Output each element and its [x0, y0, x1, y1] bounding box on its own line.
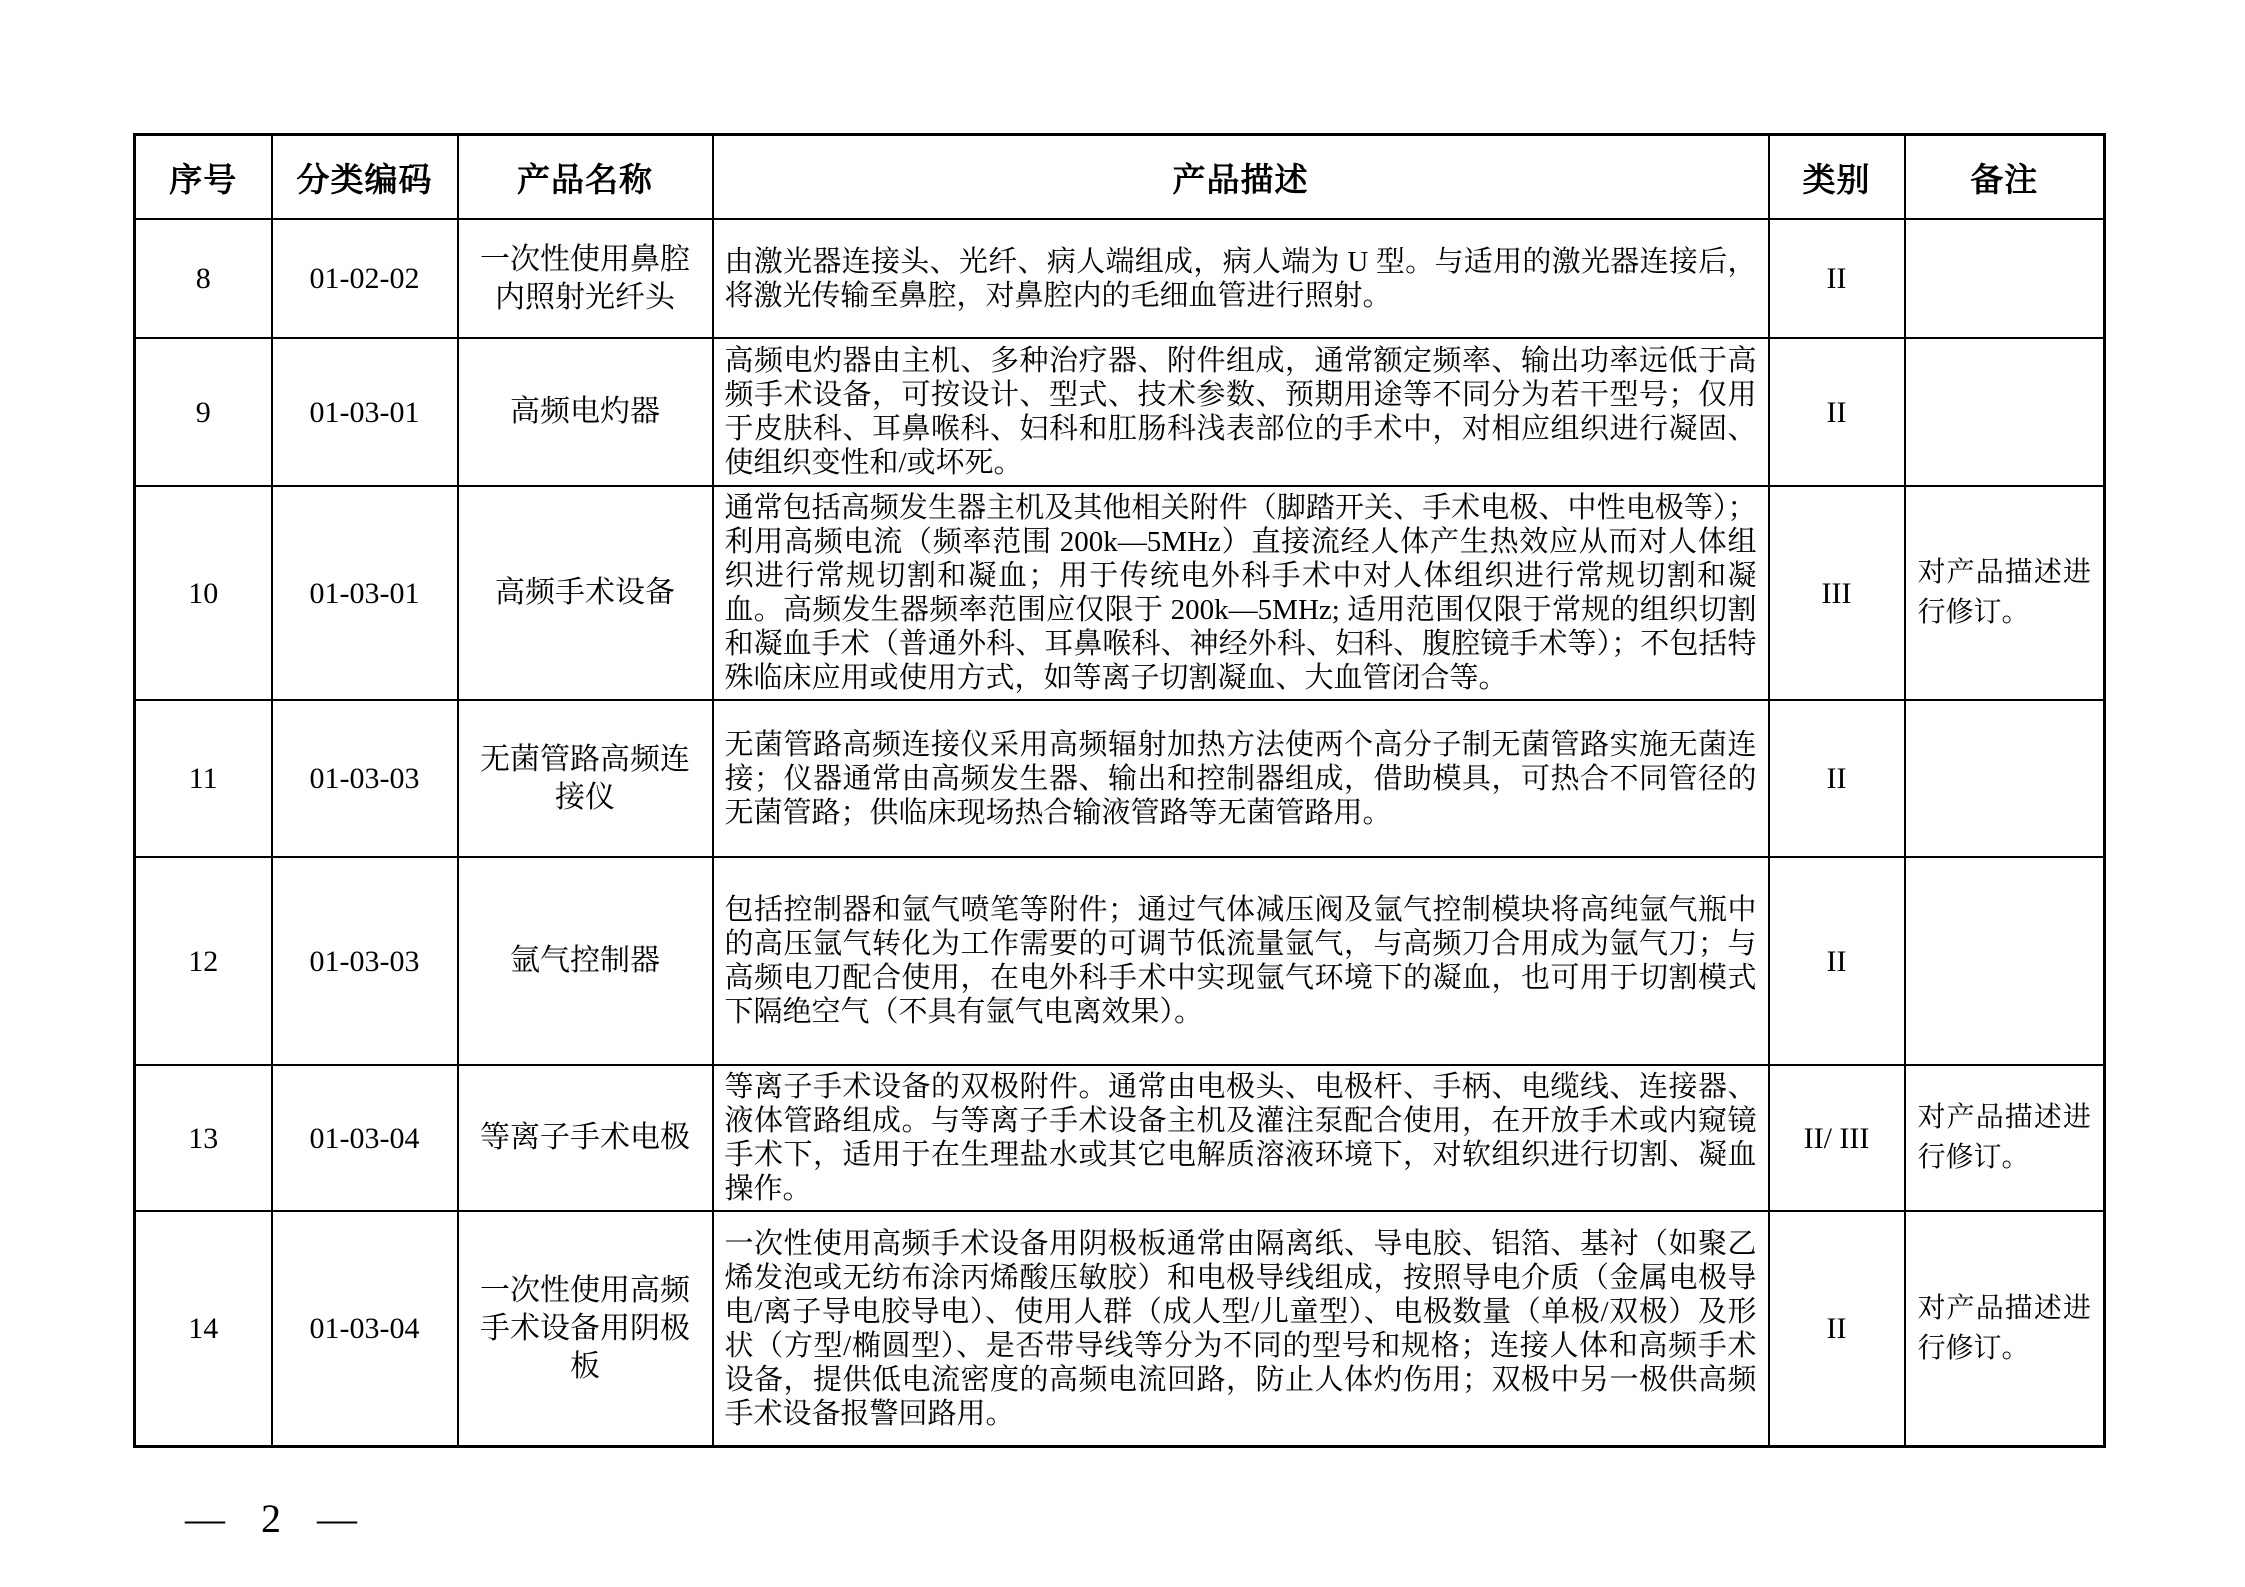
- cell-remark: 对产品描述进行修订。: [1905, 1211, 2105, 1447]
- column-header-desc: 产品描述: [713, 135, 1769, 220]
- cell-category: III: [1769, 486, 1905, 700]
- table-row: [135, 219, 2105, 338]
- cell-serial-number: 14: [135, 1211, 272, 1447]
- column-header-category: 类别: [1769, 135, 1905, 220]
- cell-classification-code: 01-03-03: [272, 700, 458, 857]
- cell-category: II: [1769, 219, 1905, 338]
- cell-serial-number: 11: [135, 700, 272, 857]
- column-header-no: 序号: [135, 135, 272, 220]
- cell-remark: 对产品描述进行修订。: [1905, 1065, 2105, 1211]
- table-row: [135, 1211, 2105, 1447]
- table-row: [135, 338, 2105, 486]
- column-header-remark: 备注: [1905, 135, 2105, 220]
- cell-product-description: 包括控制器和氩气喷笔等附件；通过气体减压阀及氩气控制模块将高纯氩气瓶中的高压氩气转化为工作需要的可调节低流量氩气，与高频刀合用成为氩气刀；与高频电刀配合使用，在电外科手术中实现氩气环境下的凝血，也可用于切割模式下隔绝空气（不具有氩气电离效果）。: [713, 857, 1769, 1065]
- cell-classification-code: 01-03-04: [272, 1211, 458, 1447]
- cell-classification-code: 01-03-03: [272, 857, 458, 1065]
- column-header-name: 产品名称: [458, 135, 713, 220]
- cell-serial-number: 13: [135, 1065, 272, 1211]
- cell-serial-number: 10: [135, 486, 272, 700]
- cell-product-name: 无菌管路高频连接仪: [458, 700, 713, 857]
- cell-product-name: 高频手术设备: [458, 486, 713, 700]
- cell-serial-number: 12: [135, 857, 272, 1065]
- cell-serial-number: 8: [135, 219, 272, 338]
- cell-product-description: 高频电灼器由主机、多种治疗器、附件组成，通常额定频率、输出功率远低于高频手术设备，可按设计、型式、技术参数、预期用途等不同分为若干型号；仅用于皮肤科、耳鼻喉科、妇科和肛肠科浅表部位的手术中，对相应组织进行凝固、使组织变性和/或坏死。: [713, 338, 1769, 486]
- cell-product-description: 一次性使用高频手术设备用阴极板通常由隔离纸、导电胶、铝箔、基衬（如聚乙烯发泡或无纺布涂丙烯酸压敏胶）和电极导线组成，按照导电介质（金属电极导电/离子导电胶导电）、使用人群（成人型/儿童型）、电极数量（单极/双极）及形状（方型/椭圆型）、是否带导线等分为不同的型号和规格；连接人体和高频手术设备，提供低电流密度的高频电流回路，防止人体灼伤用；双极中另一极供高频手术设备报警回路用。: [713, 1211, 1769, 1447]
- cell-serial-number: 9: [135, 338, 272, 486]
- table-body: [135, 219, 2105, 1447]
- cell-category: II: [1769, 338, 1905, 486]
- cell-category: II: [1769, 700, 1905, 857]
- cell-category: II: [1769, 1211, 1905, 1447]
- cell-classification-code: 01-03-01: [272, 486, 458, 700]
- table-header-row: [135, 135, 2105, 220]
- cell-category: II: [1769, 857, 1905, 1065]
- cell-remark: [1905, 700, 2105, 857]
- cell-product-name: 氩气控制器: [458, 857, 713, 1065]
- table-row: [135, 857, 2105, 1065]
- cell-classification-code: 01-02-02: [272, 219, 458, 338]
- cell-product-name: 一次性使用鼻腔内照射光纤头: [458, 219, 713, 338]
- cell-category: II/ III: [1769, 1065, 1905, 1211]
- table-row: [135, 700, 2105, 857]
- cell-remark: [1905, 338, 2105, 486]
- cell-product-description: 通常包括高频发生器主机及其他相关附件（脚踏开关、手术电极、中性电极等）；利用高频电流（频率范围 200k—5MHz）直接流经人体产生热效应从而对人体组织进行常规切割和凝血；用于传统电外科手术中对人体组织进行常规切割和凝血。高频发生器频率范围应仅限于 200k—5MHz; 适用范围仅限于常规的组织切割和凝血手术（普通外科、耳鼻喉科、神经外科、妇科、腹腔镜手术等）；不包括特殊临床应用或使用方式，如等离子切割凝血、大血管闭合等。: [713, 486, 1769, 700]
- cell-product-name: 高频电灼器: [458, 338, 713, 486]
- cell-product-name: 一次性使用高频手术设备用阴极板: [458, 1211, 713, 1447]
- cell-remark: [1905, 857, 2105, 1065]
- cell-product-description: 无菌管路高频连接仪采用高频辐射加热方法使两个高分子制无菌管路实施无菌连接；仪器通常由高频发生器、输出和控制器组成，借助模具，可热合不同管径的无菌管路；供临床现场热合输液管路等无菌管路用。: [713, 700, 1769, 857]
- column-header-code: 分类编码: [272, 135, 458, 220]
- page-number: — 2 —: [185, 1496, 363, 1541]
- classification-table: [133, 133, 2106, 1448]
- cell-remark: 对产品描述进行修订。: [1905, 486, 2105, 700]
- cell-remark: [1905, 219, 2105, 338]
- table-row: [135, 1065, 2105, 1211]
- cell-product-description: 等离子手术设备的双极附件。通常由电极头、电极杆、手柄、电缆线、连接器、液体管路组成。与等离子手术设备主机及灌注泵配合使用，在开放手术或内窥镜手术下，适用于在生理盐水或其它电解质溶液环境下，对软组织进行切割、凝血操作。: [713, 1065, 1769, 1211]
- cell-classification-code: 01-03-01: [272, 338, 458, 486]
- cell-product-description: 由激光器连接头、光纤、病人端组成，病人端为 U 型。与适用的激光器连接后，将激光传输至鼻腔，对鼻腔内的毛细血管进行照射。: [713, 219, 1769, 338]
- cell-classification-code: 01-03-04: [272, 1065, 458, 1211]
- table-row: [135, 486, 2105, 700]
- cell-product-name: 等离子手术电极: [458, 1065, 713, 1211]
